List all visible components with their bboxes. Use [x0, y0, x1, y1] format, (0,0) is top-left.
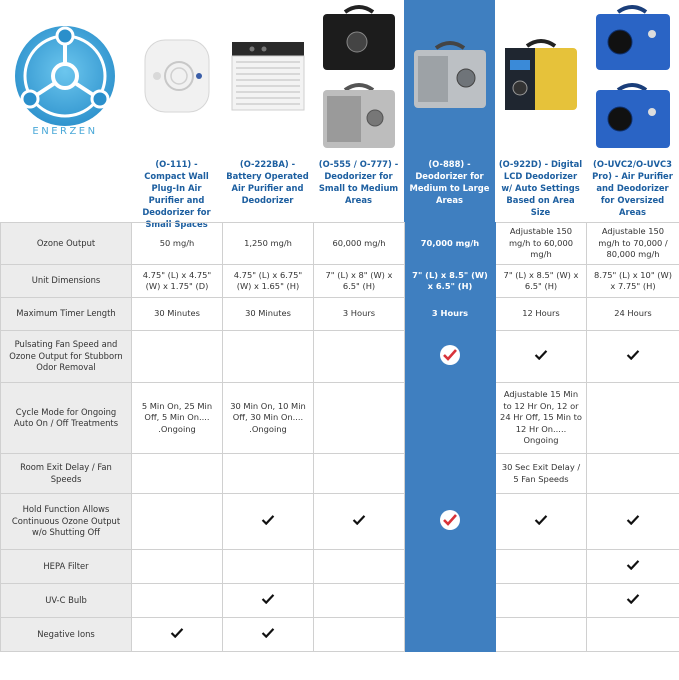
check-icon	[223, 584, 314, 618]
product-image-white-round-wall-purifier	[141, 38, 213, 116]
product-caption: (O-222BA) - Battery Operated Air Purifier and Deodorizer	[226, 159, 309, 205]
table-cell	[405, 584, 496, 618]
table-cell	[314, 383, 405, 454]
check-icon	[626, 560, 640, 570]
table-cell: 8.75" (L) x 10" (W) x 7.75" (H)	[587, 265, 679, 298]
product-header-o555-o777	[313, 0, 404, 222]
table-cell	[405, 618, 496, 652]
table-cell	[132, 494, 223, 550]
table-cell: 30 Sec Exit Delay / 5 Fan Speeds	[496, 454, 587, 494]
table-cell: Adjustable 150 mg/h to 70,000 / 80,000 mg/h	[587, 223, 679, 265]
table-cell	[405, 454, 496, 494]
check-icon	[223, 494, 314, 550]
table-cell: 4.75" (L) x 6.75" (W) x 1.65" (H)	[223, 265, 314, 298]
check-icon	[352, 515, 366, 525]
product-image-blue-ozone-generators	[590, 4, 676, 150]
product-caption: (O-555 / O-777) - Deodorizer for Small to Medium Areas	[318, 159, 399, 205]
table-cell	[314, 618, 405, 652]
feature-label: Hold Function Allows Continuous Ozone Output w/o Shutting Off	[1, 494, 132, 550]
table-cell: 60,000 mg/h	[314, 223, 405, 265]
feature-label: Negative Ions	[1, 618, 132, 652]
product-header-o111	[131, 0, 222, 229]
table-cell: 3 Hours	[405, 298, 496, 331]
product-image-grey-ozone-generator	[410, 40, 490, 112]
feature-label: Cycle Mode for Ongoing Auto On / Off Treatments	[1, 383, 132, 454]
table-row	[1, 618, 679, 652]
table-cell: 12 Hours	[496, 298, 587, 331]
table-cell: 7" (L) x 8.5" (W) x 6.5" (H)	[496, 265, 587, 298]
check-icon	[534, 350, 548, 360]
enerzen-logo-icon	[10, 26, 120, 136]
check-icon	[587, 494, 679, 550]
check-icon	[587, 584, 679, 618]
table-row	[1, 223, 679, 265]
table-cell	[223, 454, 314, 494]
check-icon	[440, 510, 460, 530]
check-icon	[405, 331, 496, 383]
check-icon	[626, 350, 640, 360]
table-cell: 30 Minutes	[223, 298, 314, 331]
comparison-table	[0, 222, 679, 652]
check-icon	[587, 331, 679, 383]
logo-text: ENERZEN	[32, 126, 98, 137]
table-row	[1, 383, 679, 454]
table-cell: 4.75" (L) x 4.75" (W) x 1.75" (D)	[132, 265, 223, 298]
table-row	[1, 265, 679, 298]
product-caption: (O-922D) - Digital LCD Deodorizer w/ Auto Settings Based on Area Size	[498, 159, 583, 217]
table-cell	[496, 618, 587, 652]
table-cell: 1,250 mg/h	[223, 223, 314, 265]
table-cell	[314, 331, 405, 383]
feature-label: Ozone Output	[1, 223, 132, 265]
table-row	[1, 331, 679, 383]
table-cell: 3 Hours	[314, 298, 405, 331]
table-cell: Adjustable 150 mg/h to 60,000 mg/h	[496, 223, 587, 265]
table-cell: Adjustable 15 Min to 12 Hr On, 12 or 24 Hr Off, 15 Min to 12 Hr On..... Ongoing	[496, 383, 587, 454]
feature-label: UV-C Bulb	[1, 584, 132, 618]
table-cell	[314, 550, 405, 584]
check-icon	[314, 494, 405, 550]
table-cell	[405, 550, 496, 584]
feature-label: Maximum Timer Length	[1, 298, 132, 331]
feature-label: HEPA Filter	[1, 550, 132, 584]
check-icon	[170, 628, 184, 638]
check-icon	[261, 594, 275, 604]
table-cell	[223, 550, 314, 584]
product-caption: (O-UVC2/O-UVC3 Pro) - Air Purifier and Deodorizer for Oversized Areas	[592, 159, 673, 217]
table-cell	[314, 454, 405, 494]
table-cell: 70,000 mg/h	[405, 223, 496, 265]
table-cell	[587, 618, 679, 652]
check-icon	[496, 331, 587, 383]
product-image-black-and-silver-ozone-generators	[317, 4, 401, 150]
feature-label: Pulsating Fan Speed and Ozone Output for Stubborn Odor Removal	[1, 331, 132, 383]
table-row	[1, 494, 679, 550]
product-caption: (O-888) - Deodorizer for Medium to Large Areas	[409, 159, 490, 205]
product-header-o922d	[495, 0, 586, 222]
table-cell: 50 mg/h	[132, 223, 223, 265]
table-cell: 5 Min On, 25 Min Off, 5 Min On.... .Ongoing	[132, 383, 223, 454]
table-cell	[314, 584, 405, 618]
check-icon	[440, 345, 460, 365]
table-cell	[496, 550, 587, 584]
table-cell	[587, 383, 679, 454]
check-icon	[132, 618, 223, 652]
check-icon	[626, 515, 640, 525]
check-icon	[261, 515, 275, 525]
check-icon	[261, 628, 275, 638]
table-cell	[496, 584, 587, 618]
table-cell: 24 Hours	[587, 298, 679, 331]
table-cell: 7" (L) x 8.5" (W) x 6.5" (H)	[405, 265, 496, 298]
product-header-o888	[404, 0, 495, 222]
check-icon	[587, 550, 679, 584]
table-cell	[132, 584, 223, 618]
table-cell: 7" (L) x 8" (W) x 6.5" (H)	[314, 265, 405, 298]
table-row	[1, 584, 679, 618]
table-row	[1, 298, 679, 331]
table-cell: 30 Min On, 10 Min Off, 30 Min On.... .Ongoing	[223, 383, 314, 454]
check-icon	[496, 494, 587, 550]
product-header-o222ba	[222, 0, 313, 222]
table-cell	[132, 550, 223, 584]
check-icon	[405, 494, 496, 550]
check-icon	[626, 594, 640, 604]
table-cell	[587, 454, 679, 494]
table-cell: 30 Minutes	[132, 298, 223, 331]
feature-label: Room Exit Delay / Fan Speeds	[1, 454, 132, 494]
table-cell	[132, 454, 223, 494]
check-icon	[534, 515, 548, 525]
table-row	[1, 550, 679, 584]
table-row	[1, 454, 679, 494]
product-caption: (O-111) - Compact Wall Plug-In Air Purifier and Deodorizer for Small Spaces	[142, 159, 211, 229]
product-header-row	[0, 0, 679, 229]
product-image-white-grill-purifier	[230, 40, 306, 112]
table-cell	[132, 331, 223, 383]
feature-label: Unit Dimensions	[1, 265, 132, 298]
product-image-yellow-digital-ozone-generator	[501, 38, 581, 114]
table-cell	[223, 331, 314, 383]
table-cell	[405, 383, 496, 454]
check-icon	[223, 618, 314, 652]
product-header-ouvc	[586, 0, 679, 222]
brand-cell	[0, 0, 131, 222]
